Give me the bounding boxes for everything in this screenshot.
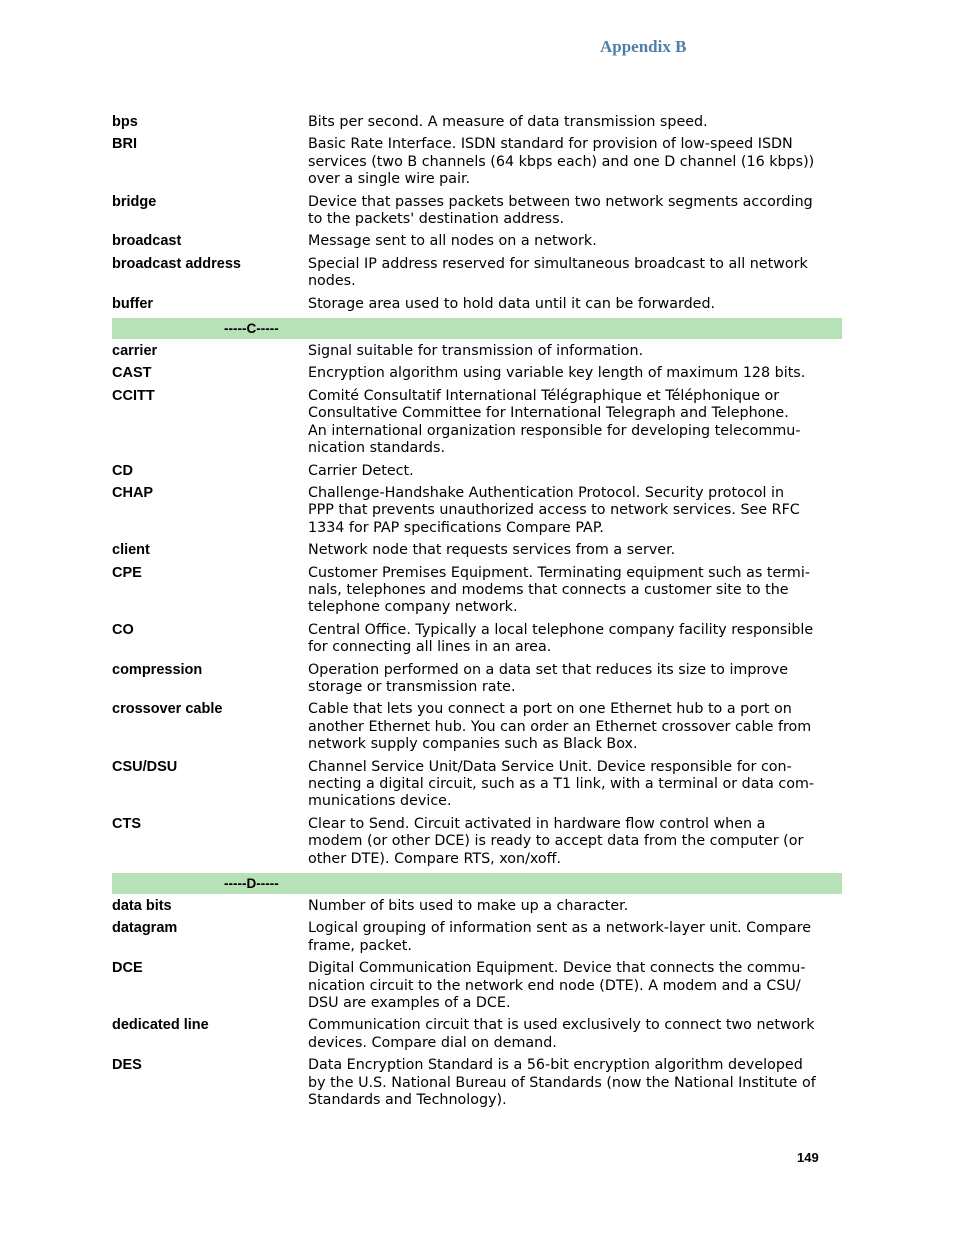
glossary-entry (112, 700, 842, 757)
section-letter-label: -----C----- (224, 321, 279, 337)
glossary-term: data bits (112, 898, 172, 915)
glossary-term: CTS (112, 815, 141, 832)
glossary-definition: Clear to Send. Circuit activated in hardware flow control when a modem (or other DCE) is ready to accept data from the computer (or other DTE). Compare RTS, xon/xoff. (308, 815, 804, 867)
glossary-entry (112, 621, 842, 661)
glossary-entry (112, 135, 842, 192)
glossary-term: compression (112, 661, 203, 678)
glossary-term: bridge (112, 193, 157, 210)
glossary-entry (112, 342, 842, 364)
glossary-definition: Special IP address reserved for simultaneous broadcast to all network nodes. (308, 255, 808, 290)
section-letter-label: -----D----- (224, 876, 279, 892)
glossary-definition: Basic Rate Interface. ISDN standard for provision of low-speed ISDN services (two B channels (64 kbps each) and one D channel (16 kbps)) over a single wire pair. (308, 136, 815, 188)
glossary-entry (112, 541, 842, 563)
appendix-header: Appendix B (600, 37, 687, 56)
glossary-entry (112, 1016, 842, 1056)
glossary-term: buffer (112, 295, 154, 312)
glossary-term: CPE (112, 564, 142, 581)
glossary-entry (112, 484, 842, 541)
glossary-definition: Device that passes packets between two network segments according to the packets' destination address. (308, 193, 813, 228)
glossary-definition: Number of bits used to make up a character. (308, 898, 629, 915)
glossary-definition: Communication circuit that is used exclusively to connect two network devices. Compare dial on demand. (308, 1017, 815, 1051)
glossary-term: carrier (112, 343, 158, 360)
glossary-definition: Message sent to all nodes on a network. (308, 233, 597, 250)
glossary-definition: Data Encryption Standard is a 56-bit encryption algorithm developed by the U.S. National Bureau of Standards (now the National Institute of Standards and Technology). (308, 1057, 816, 1109)
glossary-definition: Signal suitable for transmission of information. (308, 343, 644, 360)
glossary-entry (112, 919, 842, 959)
glossary-definition: Channel Service Unit/Data Service Unit. Device responsible for con- necting a digital circuit, such as a T1 link, with a terminal or data com- munications device. (308, 758, 815, 810)
glossary-term: DES (112, 1057, 142, 1074)
glossary-entry (112, 193, 842, 233)
page-number: 149 (797, 1150, 819, 1165)
glossary-term: broadcast (112, 233, 182, 250)
glossary-term: CSU/DSU (112, 758, 178, 775)
glossary-definition: Operation performed on a data set that reduces its size to improve storage or transmission rate. (308, 661, 788, 695)
section-divider (112, 318, 842, 339)
glossary-term: client (112, 542, 150, 559)
glossary-term: CO (112, 621, 134, 638)
glossary-definition: Encryption algorithm using variable key length of maximum 128 bits. (308, 365, 806, 382)
glossary-term: CCITT (112, 387, 155, 404)
glossary-entry (112, 113, 842, 135)
glossary-term: datagram (112, 920, 178, 937)
glossary-definition: Bits per second. A measure of data transmission speed. (308, 114, 708, 130)
glossary-term: CHAP (112, 484, 154, 501)
glossary-definition: Digital Communication Equipment. Device that connects the commu- nication circuit to the network end node (DTE). A modem and a CSU/ DSU are examples of a DCE. (308, 960, 806, 1012)
glossary-list (112, 113, 842, 1114)
glossary-entry (112, 232, 842, 254)
glossary-entry (112, 959, 842, 1016)
glossary-entry (112, 364, 842, 386)
glossary-definition: Challenge-Handshake Authentication Protocol. Security protocol in PPP that prevents unauthorized access to network services. See RFC 1334 for PAP specifications Compare PAP. (308, 484, 800, 536)
glossary-entry (112, 815, 842, 872)
glossary-definition: Cable that lets you connect a port on one Ethernet hub to a port on another Ethernet hub. You can order an Ethernet crossover cable from network supply companies such as Black Box. (308, 701, 812, 753)
glossary-definition: Customer Premises Equipment. Terminating equipment such as termi- nals, telephones and modems that connects a customer site to the telephone company network. (308, 564, 810, 616)
glossary-entry (112, 462, 842, 484)
glossary-definition: Storage area used to hold data until it can be forwarded. (308, 295, 716, 312)
glossary-entry (112, 255, 842, 295)
glossary-entry (112, 387, 842, 462)
glossary-entry (112, 897, 842, 919)
glossary-definition: Carrier Detect. (308, 462, 414, 479)
glossary-term: broadcast address (112, 255, 241, 272)
glossary-term: BRI (112, 136, 137, 153)
glossary-definition: Comité Consultatif International Télégraphique et Téléphonique or Consultative Committee for International Telegraph and Telephone. An international organization responsible for developing telecommu- nication standards. (308, 387, 801, 457)
glossary-term: CAST (112, 365, 152, 382)
glossary-entry (112, 295, 842, 317)
glossary-entry (112, 661, 842, 701)
section-divider (112, 873, 842, 894)
glossary-term: crossover cable (112, 701, 223, 718)
glossary-definition: Network node that requests services from a server. (308, 542, 676, 559)
glossary-term: CD (112, 462, 133, 479)
glossary-entry (112, 758, 842, 815)
glossary-term: dedicated line (112, 1017, 209, 1034)
glossary-term: DCE (112, 960, 143, 977)
glossary-definition: Logical grouping of information sent as a network-layer unit. Compare frame, packet. (308, 920, 811, 954)
glossary-definition: Central Office. Typically a local telephone company facility responsible for connecting all lines in an area. (308, 621, 814, 656)
glossary-term: bps (112, 114, 138, 130)
glossary-entry (112, 564, 842, 621)
glossary-entry (112, 1056, 842, 1113)
